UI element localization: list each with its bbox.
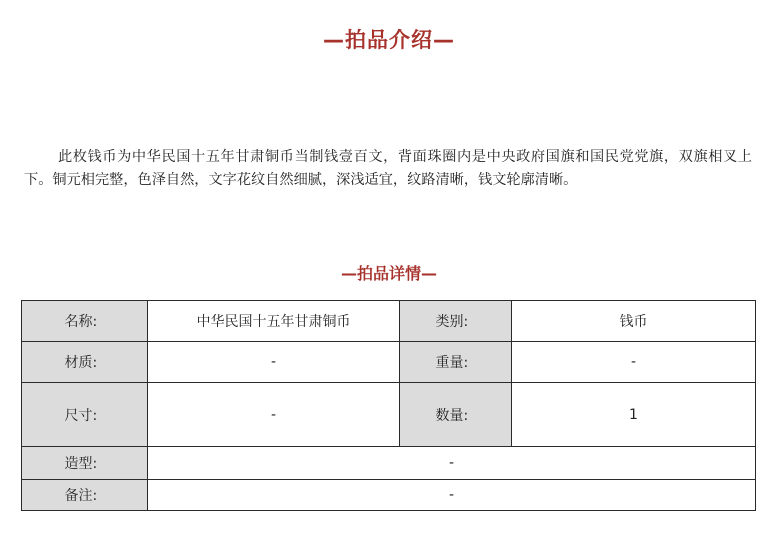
details-table <box>21 300 756 511</box>
shape-value: - <box>148 447 756 480</box>
material-label: 材质: <box>64 355 98 371</box>
remark-label: 备注: <box>64 488 98 504</box>
size-value: - <box>148 383 400 447</box>
name-label: 名称: <box>64 314 98 330</box>
quantity-value: 1 <box>512 383 756 447</box>
size-label: 尺寸: <box>64 407 98 424</box>
weight-label-cell <box>400 342 512 383</box>
table-row <box>22 447 756 480</box>
weight-label: 重量: <box>435 355 469 371</box>
remark-label-cell <box>22 480 148 511</box>
name-label-cell <box>22 301 148 342</box>
material-label-cell <box>22 342 148 383</box>
table-row <box>22 480 756 511</box>
details-section-title: —拍品详情— <box>340 264 437 283</box>
material-value: - <box>148 342 400 383</box>
table-row <box>22 342 756 383</box>
category-value: 钱币 <box>512 301 756 342</box>
name-value: 中华民国十五年甘肃铜币 <box>148 301 400 342</box>
intro-description: 此枚钱币为中华民国十五年甘肃铜币当制钱壹百文，背面珠圈内是中央政府国旗和国民党党旗，双旗相叉上下。铜元相完整，色泽自然，文字花纹自然细腻，深浅适宜，纹路清晰，钱文轮廓清晰。 <box>24 149 752 189</box>
table-row <box>22 383 756 447</box>
shape-label-cell <box>22 447 148 480</box>
quantity-label-cell <box>400 383 512 447</box>
category-label: 类别: <box>435 314 469 330</box>
size-label-cell <box>22 383 148 447</box>
quantity-label: 数量: <box>435 407 469 424</box>
weight-value: - <box>512 342 756 383</box>
shape-label: 造型: <box>64 456 98 472</box>
remark-value: - <box>148 480 756 511</box>
intro-section-title: —拍品介绍— <box>323 28 455 52</box>
table-row <box>22 301 756 342</box>
category-label-cell <box>400 301 512 342</box>
